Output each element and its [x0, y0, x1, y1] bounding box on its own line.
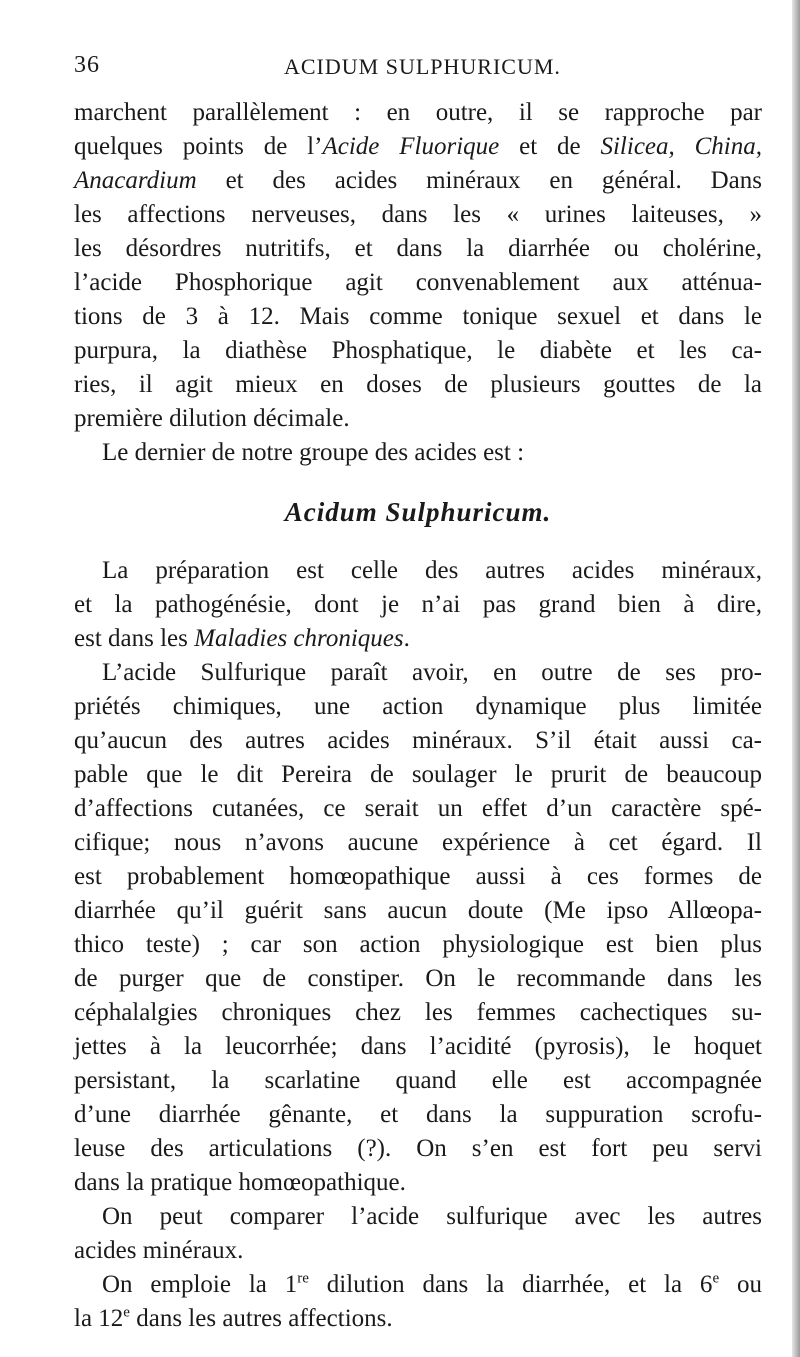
- text-line: d’affections cutanées, ce serait un effet d’un caractère spé-: [74, 795, 762, 822]
- page-number: 36: [74, 52, 100, 78]
- running-title: ACIDUM SULPHURICUM.: [284, 54, 561, 79]
- text-line: dans la pratique homœopathique.: [74, 1169, 406, 1196]
- text-line: de purger que de constiper. On le recommande dans les: [74, 965, 762, 992]
- text-line: purpura, la diathèse Phosphatique, le diabète et les ca-: [74, 337, 762, 364]
- text-line: céphalalgies chroniques chez les femmes cachectiques su-: [74, 999, 762, 1026]
- text-line: jettes à la leucorrhée; dans l’acidité (pyrosis), le hoquet: [74, 1033, 762, 1060]
- text-line: On emploie la 1re dilution dans la diarrhée, et la 6e ou: [102, 1270, 762, 1298]
- text-line: l’acide Phosphorique agit convenablement aux atténua-: [74, 269, 762, 296]
- text-line: qu’aucun des autres acides minéraux. S’il était aussi ca-: [74, 727, 762, 754]
- text-line: marchent parallèlement : en outre, il se rapproche par: [74, 99, 762, 126]
- text-line: quelques points de l’Acide Fluorique et de Silicea, China,: [74, 133, 763, 160]
- text-line: d’une diarrhée gênante, et dans la suppuration scrofu-: [74, 1101, 762, 1128]
- text-line: les affections nerveuses, dans les « urines laiteuses, »: [74, 201, 762, 228]
- text-line: Le dernier de notre groupe des acides est :: [102, 439, 525, 466]
- text-line: cifique; nous n’avons aucune expérience à cet égard. Il: [74, 829, 762, 856]
- text-line: la 12e dans les autres affections.: [74, 1304, 393, 1332]
- text-line: est dans les Maladies chroniques.: [74, 625, 410, 652]
- text-line: première dilution décimale.: [74, 405, 350, 432]
- page-edge-shadow: [792, 0, 800, 1357]
- text-line: On peut comparer l’acide sulfurique avec les autres: [102, 1203, 762, 1230]
- text-line: priétés chimiques, une action dynamique plus limitée: [74, 693, 762, 720]
- body-text: [74, 96, 762, 1336]
- text-line: persistant, la scarlatine quand elle est accompagnée: [74, 1067, 762, 1094]
- text-line: acides minéraux.: [74, 1237, 244, 1264]
- text-line: et la pathogénésie, dont je n’ai pas grand bien à dire,: [74, 591, 762, 618]
- text-line: leuse des articulations (?). On s’en est fort peu servi: [74, 1135, 762, 1162]
- text-line: diarrhée qu’il guérit sans aucun doute (Me ipso Allœopa-: [74, 897, 762, 924]
- text-line: La préparation est celle des autres acides minéraux,: [102, 557, 762, 584]
- text-line: ries, il agit mieux en doses de plusieurs gouttes de la: [74, 371, 762, 398]
- text-line: Anacardium et des acides minéraux en général. Dans: [74, 167, 762, 194]
- section-heading: Acidum Sulphuricum.: [284, 497, 552, 527]
- page-header: [74, 52, 760, 92]
- text-line: pable que le dit Pereira de soulager le prurit de beaucoup: [74, 761, 762, 788]
- text-line: tions de 3 à 12. Mais comme tonique sexuel et dans le: [74, 303, 762, 330]
- text-line: les désordres nutritifs, et dans la diarrhée ou cholérine,: [74, 235, 762, 262]
- text-line: L’acide Sulfurique paraît avoir, en outre de ses pro-: [102, 659, 762, 686]
- text-line: thico teste) ; car son action physiologique est bien plus: [74, 931, 762, 958]
- text-line: est probablement homœopathique aussi à ces formes de: [74, 863, 762, 890]
